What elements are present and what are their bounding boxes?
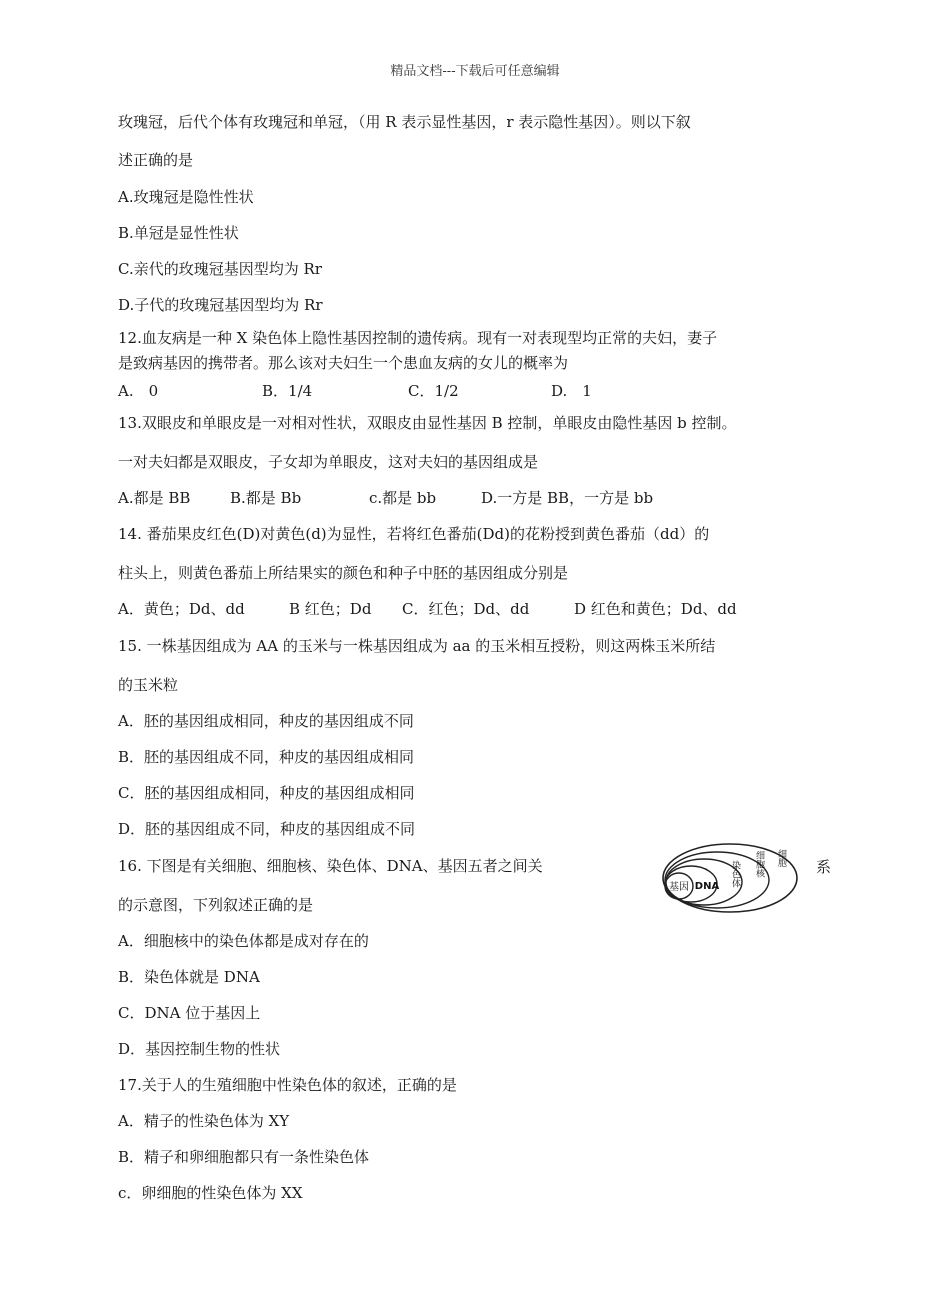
option-line: A．细胞核中的染色体都是成对存在的 [118, 932, 369, 950]
q14-option-b: B 红色；Dd [289, 600, 372, 618]
q13-option-d: D.一方是 BB，一方是 bb [481, 489, 654, 507]
option-line: B．胚的基因组成不同，种皮的基因组成相同 [118, 748, 415, 766]
page-header: 精品文档---下载后可任意编辑 [390, 64, 560, 79]
question-14: 14. 番茄果皮红色(D)对黄色(d)为显性，若将红色番茄(Dd)的花粉授到黄色番茄（dd）的 [118, 525, 710, 543]
option-line: B．精子和卵细胞都只有一条性染色体 [118, 1148, 370, 1166]
label-cell: 细胞 [776, 849, 786, 867]
option-line: B．染色体就是 DNA [118, 968, 260, 986]
text-line: 的玉米粒 [118, 676, 179, 694]
q12-option-d: D. 1 [551, 382, 592, 400]
question-16-trailing-char: 系 [816, 858, 832, 876]
text-line: 柱头上，则黄色番茄上所结果实的颜色和种子中胚的基因组成分别是 [118, 564, 569, 582]
nested-ellipse-diagram [661, 842, 799, 914]
label-nucleus: 细胞核 [754, 850, 764, 878]
question-16: 16. 下图是有关细胞、细胞核、染色体、DNA、基因五者之间关 [118, 857, 543, 875]
q12-option-b: B．1/4 [262, 382, 313, 400]
label-gene: 基因 [669, 882, 689, 893]
option-line: D.子代的玫瑰冠基因型均为 Rr [118, 296, 323, 314]
option-line: C．胚的基因组成相同，种皮的基因组成相同 [118, 784, 415, 802]
question-15: 15. 一株基因组成为 AA 的玉米与一株基因组成为 aa 的玉米相互授粉，则这两株玉米所结 [118, 637, 716, 655]
question-17: 17.关于人的生殖细胞中性染色体的叙述，正确的是 [118, 1076, 457, 1094]
option-line: D．胚的基因组成不同，种皮的基因组成不同 [118, 820, 416, 838]
text-line: 一对夫妇都是双眼皮，子女却为单眼皮，这对夫妇的基因组成是 [118, 453, 539, 471]
q12-option-c: C．1/2 [408, 382, 459, 400]
text-line: 述正确的是 [118, 151, 194, 169]
text-line: 是致病基因的携带者。那么该对夫妇生一个患血友病的女儿的概率为 [118, 354, 569, 372]
option-line: D．基因控制生物的性状 [118, 1040, 281, 1058]
q12-option-a: A. 0 [118, 382, 159, 400]
question-12: 12.血友病是一种 X 染色体上隐性基因控制的遗传病。现有一对表现型均正常的夫妇，妻子 [118, 329, 718, 347]
text-line: 的示意图，下列叙述正确的是 [118, 896, 314, 914]
q14-option-d: D 红色和黄色；Dd、dd [574, 600, 737, 618]
option-line: C.亲代的玫瑰冠基因型均为 Rr [118, 260, 322, 278]
option-line: c．卵细胞的性染色体为 XX [118, 1184, 303, 1202]
option-line: C．DNA 位于基因上 [118, 1004, 261, 1022]
label-chromosome: 染色体 [730, 860, 740, 888]
text-line: 玫瑰冠，后代个体有玫瑰冠和单冠，（用 R 表示显性基因，r 表示隐性基因）。则以下叙 [118, 113, 691, 131]
q13-option-c: c.都是 bb [369, 489, 437, 507]
q13-option-a: A.都是 BB [118, 489, 191, 507]
question-13: 13.双眼皮和单眼皮是一对相对性状，双眼皮由显性基因 B 控制，单眼皮由隐性基因 b 控制。 [118, 414, 737, 432]
q14-option-c: C．红色；Dd、dd [402, 600, 530, 618]
option-line: A．精子的性染色体为 XY [118, 1112, 290, 1130]
q13-option-b: B.都是 Bb [230, 489, 302, 507]
option-line: B.单冠是显性性状 [118, 224, 239, 242]
option-line: A.玫瑰冠是隐性性状 [118, 188, 254, 206]
option-line: A．胚的基因组成相同，种皮的基因组成不同 [118, 712, 414, 730]
q14-option-a: A．黄色；Dd、dd [118, 600, 245, 618]
label-dna: DNA [694, 881, 720, 892]
